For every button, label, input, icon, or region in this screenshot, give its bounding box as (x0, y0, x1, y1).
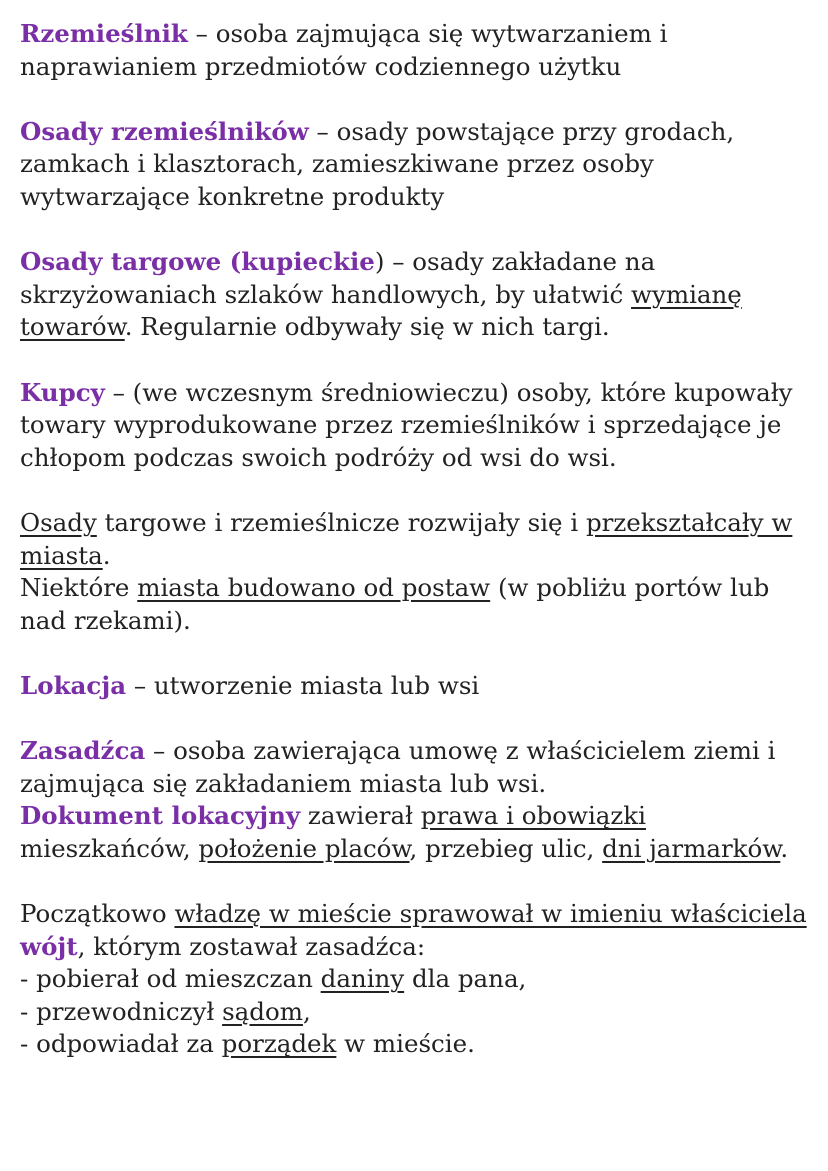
paragraph-text: targowe i rzemieślnicze rozwijały się i (96, 507, 586, 537)
list-item-text: w mieście. (336, 1029, 475, 1059)
underlined-phrase: położenie placów (198, 833, 410, 863)
term-osady-targowe: Osady targowe (kupieckie (20, 247, 375, 277)
definition-text: , przebieg ulic, (409, 833, 603, 863)
paragraph-osady-miasta (20, 507, 820, 637)
definition-text: zawierał (300, 801, 421, 831)
term-dokument-lokacyjny: Dokument lokacyjny (20, 801, 301, 831)
underlined-phrase: wymianę towarów (20, 279, 742, 342)
definition-text: mieszkańców, (20, 833, 199, 863)
list-item (20, 1028, 820, 1061)
list-item-text: - pobierał od mieszczan (20, 964, 321, 994)
list-item (20, 996, 820, 1029)
text-line (20, 898, 820, 963)
definition-text: ) – osady zakładane na skrzyżowaniach szlaków handlowych, by ułatwić (20, 247, 656, 309)
list-item-text: , (302, 996, 311, 1026)
term-osady-rzemieslnikow: Osady rzemieślników (20, 116, 309, 146)
text-line (20, 507, 820, 572)
term-zasadzca: Zasadźca (20, 736, 146, 766)
text-line (20, 572, 820, 637)
definition-osady-rzemieslnikow (20, 116, 820, 214)
definition-rzemieslnik (20, 18, 820, 83)
definition-text: . (780, 833, 789, 863)
paragraph-text: . (102, 540, 111, 570)
underlined-phrase: daniny (320, 964, 405, 994)
definition-text: – (we wczesnym średniowieczu) osoby, które kupowały towary wyprodukowane przez rzemieślników i sprzedające je chłopom podczas swoich podróży od wsi do wsi. (20, 377, 793, 472)
document-page (20, 18, 820, 1061)
definition-text: – osoba zawierająca umowę z właścicielem ziemi i zajmująca się zakładaniem miasta lub wsi. (20, 736, 776, 798)
paragraph-text: Początkowo (20, 899, 175, 929)
definition-text: . Regularnie odbywały się w nich targi. (124, 312, 610, 342)
underlined-phrase: prawa i obowiązki (420, 801, 646, 831)
definition-osady-targowe (20, 246, 820, 344)
paragraph-text: (w pobliżu portów lub nad rzekami). (20, 573, 770, 635)
term-lokacja: Lokacja (20, 670, 127, 700)
paragraph-wojt (20, 898, 820, 1061)
term-rzemieslnik: Rzemieślnik (20, 19, 188, 48)
paragraph-text: Niektóre (20, 573, 138, 603)
list-item-text: dla pana, (404, 964, 527, 994)
term-wojt: wójt (20, 931, 78, 961)
text-line (20, 800, 820, 865)
underlined-phrase: miasta budowano od postaw (137, 573, 491, 603)
definition-text: – utworzenie miasta lub wsi (126, 670, 480, 700)
underlined-phrase: dni jarmarków (602, 833, 781, 863)
list-item-text: - odpowiadał za (20, 1029, 222, 1059)
list-item-text: - przewodniczył (20, 996, 223, 1026)
definition-text: – osady powstające przy grodach, zamkach i klasztorach, zamieszkiwane przez osoby wytwarzające konkretne produkty (20, 116, 735, 211)
definition-kupcy (20, 377, 820, 475)
underlined-phrase: władzę w mieście sprawował w imieniu właściciela (174, 899, 807, 929)
paragraph-text: , którym zostawał zasadźca: (77, 931, 426, 961)
term-kupcy: Kupcy (20, 377, 105, 407)
underlined-phrase: porządek (221, 1029, 337, 1059)
text-line (20, 735, 820, 800)
list-item (20, 963, 820, 996)
underlined-phrase: Osady (20, 507, 97, 537)
underlined-phrase: sądom (222, 996, 303, 1026)
underlined-phrase: przekształcały w miasta (20, 507, 793, 570)
definition-lokacja (20, 670, 820, 703)
definition-zasadzca (20, 735, 820, 865)
definition-text: – osoba zajmująca się wytwarzaniem i naprawianiem przedmiotów codziennego użytku (20, 19, 668, 81)
